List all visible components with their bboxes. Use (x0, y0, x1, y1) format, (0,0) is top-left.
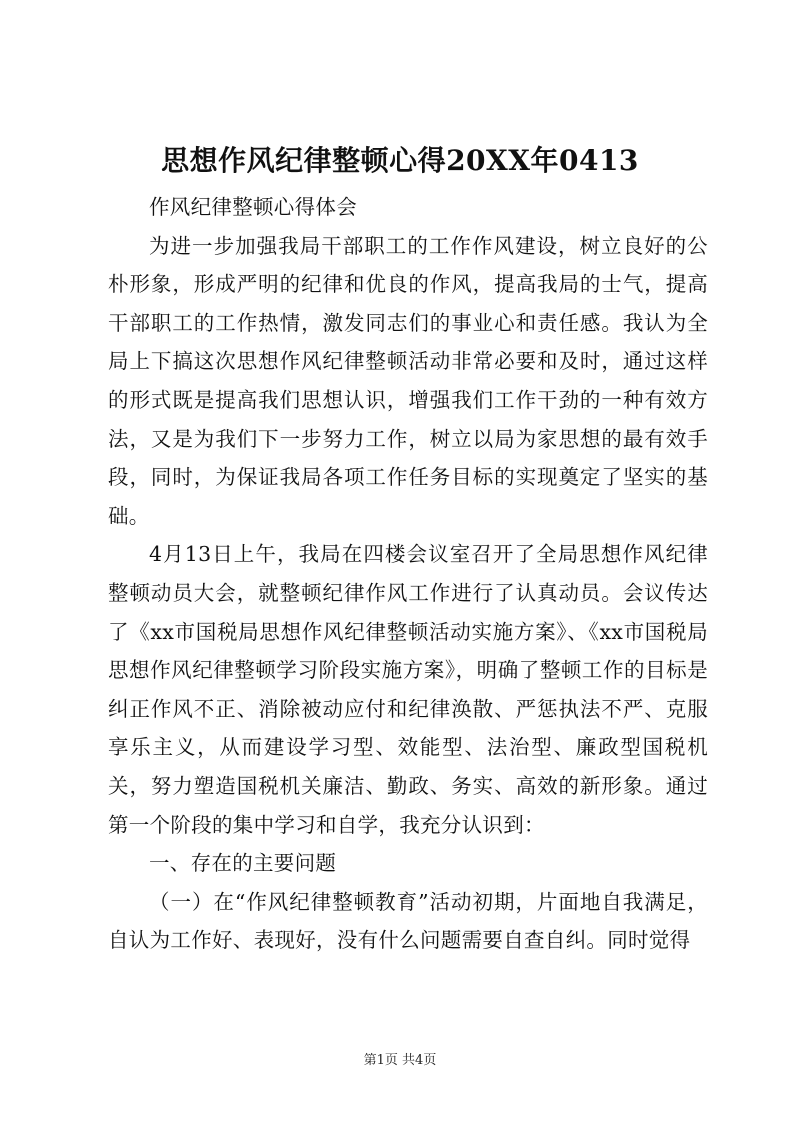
page-number-footer: 第1页 共4页 (363, 1053, 437, 1068)
document-title: 思想作风纪律整顿心得20XX年0413 (161, 144, 639, 177)
paragraph-problem-one: （一）在“作风纪律整顿教育”活动初期，片面地自我满足，自认为工作好、表现好，没有什么问题需要自查自纠。同时觉得 (108, 889, 708, 953)
paragraph-intro: 为进一步加强我局干部职工的工作作风建设，树立良好的公朴形象，形成严明的纪律和优良的作风，提高我局的士气，提高干部职工的工作热情，激发同志们的事业心和责任感。我认为全局上下搞这次思想作风纪律整顿活动非常必要和及时，通过这样的形式既是提高我们思想认识，增强我们工作干劲的一种有效方法，又是为我们下一步努力工作，树立以局为家思想的最有效手段，同时，为保证我局各项工作任务目标的实现奠定了坚实的基础。 (108, 233, 708, 528)
section-heading-problems: 一、存在的主要问题 (149, 851, 337, 876)
document-body (108, 188, 708, 960)
paragraph-meeting: 4月13日上午，我局在四楼会议室召开了全局思想作风纪律整顿动员大会，就整顿纪律作风工作进行了认真动员。会议传达了《xx市国税局思想作风纪律整顿活动实施方案》、《xx市国税局思想作风纪律整顿学习阶段实施方案》，明确了整顿工作的目标是纠正作风不正、消除被动应付和纪律涣散、严惩执法不严、克服享乐主义，从而建设学习型、效能型、法治型、廉政型国税机关，努力塑造国税机关廉洁、勤政、务实、高效的新形象。通过第一个阶段的集中学习和自学，我充分认识到： (108, 542, 708, 837)
paragraph-subtitle: 作风纪律整顿心得体会 (149, 195, 357, 219)
